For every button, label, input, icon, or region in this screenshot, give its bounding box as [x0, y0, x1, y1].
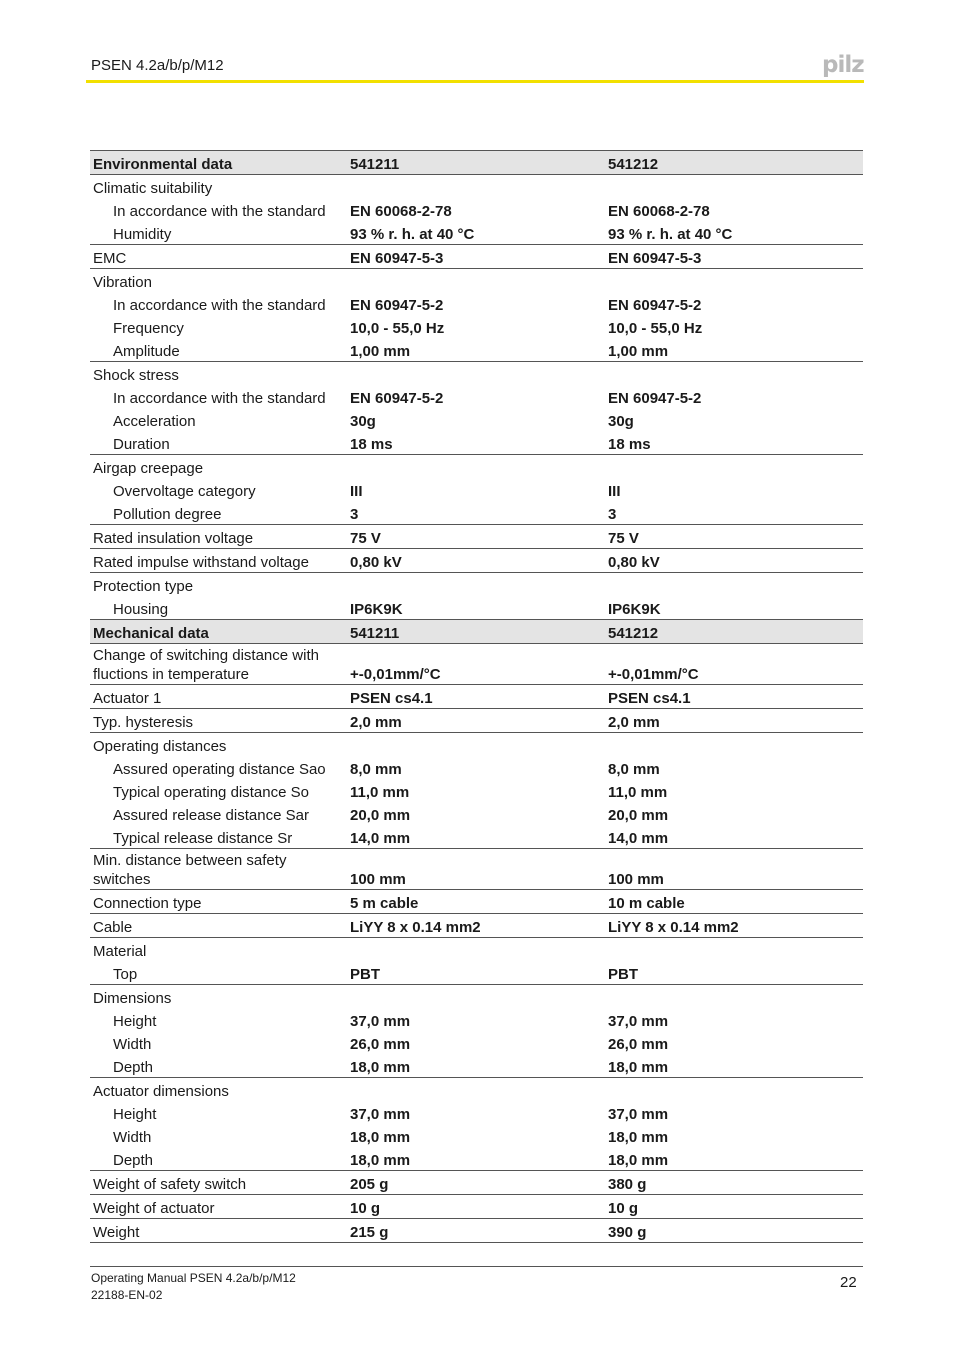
table-row: [90, 338, 863, 362]
row-label: Overvoltage category: [113, 483, 256, 500]
value-541212: 100 mm: [605, 849, 863, 890]
table-row: [90, 914, 863, 938]
value-541212: +-0,01mm/°C: [605, 644, 863, 685]
value-541211: 11,0 mm: [350, 784, 410, 801]
value-541212: 20,0 mm: [608, 807, 669, 824]
group-label: Shock stress: [93, 367, 179, 384]
group-label: Climatic suitability: [93, 180, 213, 197]
row-label: Pollution degree: [90, 501, 347, 525]
value-541212: 2,0 mm: [605, 709, 863, 733]
table-row: [90, 478, 863, 501]
value-541211: EN 60947-5-2: [350, 390, 444, 407]
table-row: [90, 315, 863, 338]
value-541211: LiYY 8 x 0.14 mm2: [347, 914, 605, 938]
row-label: Assured release distance Sar: [113, 807, 309, 824]
table-row: [90, 573, 863, 597]
table-row: [90, 408, 863, 431]
value-541212: 11,0 mm: [608, 784, 668, 801]
footer-document-code: 22188-EN-02: [91, 1288, 163, 1302]
table-row: [90, 1171, 863, 1195]
table-row: [90, 362, 863, 386]
value-541212: 18 ms: [605, 431, 863, 455]
row-label: Duration: [90, 431, 347, 455]
value-541211: 26,0 mm: [350, 1036, 411, 1053]
row-label: In accordance with the standard: [113, 297, 326, 314]
table-row: [90, 596, 863, 620]
group-label: Dimensions: [93, 990, 172, 1007]
row-label: Weight of safety switch: [90, 1171, 347, 1195]
value-541212: 75 V: [605, 525, 863, 549]
value-541211: 10,0 - 55,0 Hz: [350, 320, 445, 337]
table-row: [90, 779, 863, 802]
row-label: Humidity: [90, 221, 347, 245]
row-label: Depth: [90, 1054, 347, 1078]
pilz-logo: pilz: [822, 52, 864, 78]
row-label: Amplitude: [90, 338, 347, 362]
value-541211: EN 60947-5-2: [350, 297, 444, 314]
value-541212: 0,80 kV: [605, 549, 863, 573]
value-541212: EN 60947-5-2: [608, 390, 702, 407]
table-row: [90, 525, 863, 549]
group-label: Airgap creepage: [93, 460, 204, 477]
header-cell: 541211: [347, 620, 605, 644]
value-541212: III: [608, 483, 621, 500]
table-row: [90, 1008, 863, 1031]
page-number: 22: [840, 1274, 857, 1291]
table-row: [90, 1219, 863, 1243]
value-541211: III: [350, 483, 363, 500]
group-label: Material: [93, 943, 147, 960]
mechanical-data-header-row: [90, 620, 863, 644]
value-541211: 18 ms: [347, 431, 605, 455]
value-541212: 3: [605, 501, 863, 525]
table-row: [90, 1054, 863, 1078]
row-label: Actuator 1: [90, 685, 347, 709]
row-label: Typical release distance Sr: [90, 825, 347, 849]
row-label: Change of switching distance with fluctions in temperature: [90, 644, 347, 685]
header-cell: Environmental data: [90, 151, 347, 175]
value-541212: 18,0 mm: [605, 1147, 863, 1171]
document-title: PSEN 4.2a/b/p/M12: [91, 57, 224, 74]
table-row: [90, 198, 863, 221]
value-541212: LiYY 8 x 0.14 mm2: [605, 914, 863, 938]
footer-manual-title: Operating Manual PSEN 4.2a/b/p/M12: [91, 1271, 296, 1285]
footer-divider: [90, 1266, 863, 1267]
table-row: [90, 501, 863, 525]
table-row: [90, 644, 863, 685]
value-541211: 93 % r. h. at 40 °C: [347, 221, 605, 245]
table-row: [90, 292, 863, 315]
value-541212: 37,0 mm: [608, 1106, 669, 1123]
header-cell: 541212: [605, 151, 863, 175]
header-cell: Mechanical data: [90, 620, 347, 644]
value-541212: 18,0 mm: [605, 1054, 863, 1078]
table-row: [90, 1078, 863, 1102]
row-label: Width: [113, 1129, 152, 1146]
row-label: Housing: [113, 601, 169, 618]
value-541212: 37,0 mm: [608, 1013, 669, 1030]
value-541212: EN 60947-5-3: [605, 245, 863, 269]
row-label: Width: [113, 1036, 152, 1053]
table-row: [90, 269, 863, 293]
value-541211: 75 V: [347, 525, 605, 549]
value-541211: 0,80 kV: [347, 549, 605, 573]
row-label: Typical operating distance So: [113, 784, 309, 801]
row-label: In accordance with the standard: [113, 203, 326, 220]
value-541212: 30g: [608, 413, 634, 430]
technical-data-table: [90, 150, 863, 1243]
value-541211: 2,0 mm: [347, 709, 605, 733]
table-row: [90, 549, 863, 573]
table-row: [90, 890, 863, 914]
table-row: [90, 685, 863, 709]
table-row: [90, 221, 863, 245]
value-541211: 18,0 mm: [347, 1147, 605, 1171]
table-row: [90, 733, 863, 757]
group-label: Actuator dimensions: [93, 1083, 229, 1100]
row-label: Weight of actuator: [90, 1195, 347, 1219]
group-label: Operating distances: [93, 738, 227, 755]
row-label: Acceleration: [113, 413, 196, 430]
value-541211: 18,0 mm: [347, 1054, 605, 1078]
value-541211: 3: [347, 501, 605, 525]
value-541211: EN 60947-5-3: [347, 245, 605, 269]
value-541211: 5 m cable: [347, 890, 605, 914]
value-541212: 380 g: [605, 1171, 863, 1195]
row-label: Typ. hysteresis: [90, 709, 347, 733]
value-541211: 205 g: [347, 1171, 605, 1195]
value-541212: 390 g: [605, 1219, 863, 1243]
value-541211: 10 g: [347, 1195, 605, 1219]
value-541212: IP6K9K: [608, 601, 661, 618]
value-541212: 8,0 mm: [608, 761, 660, 778]
row-label: Top: [90, 961, 347, 985]
value-541212: 1,00 mm: [605, 338, 863, 362]
row-label: Depth: [90, 1147, 347, 1171]
row-label: Cable: [90, 914, 347, 938]
value-541211: 100 mm: [347, 849, 605, 890]
value-541211: 1,00 mm: [347, 338, 605, 362]
row-label: Connection type: [90, 890, 347, 914]
value-541211: 14,0 mm: [347, 825, 605, 849]
value-541211: 30g: [350, 413, 376, 430]
table-row: [90, 1031, 863, 1054]
group-label: Vibration: [93, 274, 152, 291]
value-541211: 8,0 mm: [350, 761, 402, 778]
value-541212: 10 g: [605, 1195, 863, 1219]
table-row: [90, 385, 863, 408]
value-541212: 26,0 mm: [608, 1036, 669, 1053]
header-divider: [86, 80, 864, 83]
value-541212: 14,0 mm: [605, 825, 863, 849]
row-label: Min. distance between safety switches: [90, 849, 347, 890]
row-label: Frequency: [113, 320, 184, 337]
row-label: Rated impulse withstand voltage: [90, 549, 347, 573]
table-row: [90, 455, 863, 479]
value-541211: PBT: [347, 961, 605, 985]
value-541212: 93 % r. h. at 40 °C: [605, 221, 863, 245]
table-row: [90, 1195, 863, 1219]
value-541211: 20,0 mm: [350, 807, 411, 824]
header-cell: 541211: [347, 151, 605, 175]
table-row: [90, 1147, 863, 1171]
value-541212: EN 60947-5-2: [608, 297, 702, 314]
value-541211: IP6K9K: [350, 601, 403, 618]
table-row: [90, 1124, 863, 1147]
table-row: [90, 938, 863, 962]
row-label: Assured operating distance Sao: [113, 761, 326, 778]
table-row: [90, 825, 863, 849]
row-label: Height: [113, 1106, 157, 1123]
value-541211: 18,0 mm: [350, 1129, 411, 1146]
value-541212: EN 60068-2-78: [608, 203, 710, 220]
header-cell: 541212: [605, 620, 863, 644]
row-label: Height: [113, 1013, 157, 1030]
table-row: [90, 175, 863, 199]
group-label: Protection type: [93, 578, 194, 595]
value-541211: +-0,01mm/°C: [347, 644, 605, 685]
table-row: [90, 756, 863, 779]
value-541212: 10 m cable: [605, 890, 863, 914]
value-541212: 10,0 - 55,0 Hz: [608, 320, 703, 337]
table-row: [90, 1101, 863, 1124]
value-541211: 215 g: [347, 1219, 605, 1243]
value-541212: 18,0 mm: [608, 1129, 669, 1146]
table-row: [90, 431, 863, 455]
table-row: [90, 802, 863, 825]
table-row: [90, 245, 863, 269]
row-label: In accordance with the standard: [113, 390, 326, 407]
row-label: Rated insulation voltage: [90, 525, 347, 549]
value-541212: PSEN cs4.1: [605, 685, 863, 709]
value-541212: PBT: [605, 961, 863, 985]
environmental-data-header-row: [90, 151, 863, 175]
table-row: [90, 985, 863, 1009]
table-row: [90, 709, 863, 733]
table-row: [90, 849, 863, 890]
table-row: [90, 961, 863, 985]
value-541211: PSEN cs4.1: [347, 685, 605, 709]
value-541211: 37,0 mm: [350, 1013, 411, 1030]
row-label: EMC: [90, 245, 347, 269]
row-label: Weight: [90, 1219, 347, 1243]
value-541211: 37,0 mm: [350, 1106, 411, 1123]
value-541211: EN 60068-2-78: [350, 203, 452, 220]
